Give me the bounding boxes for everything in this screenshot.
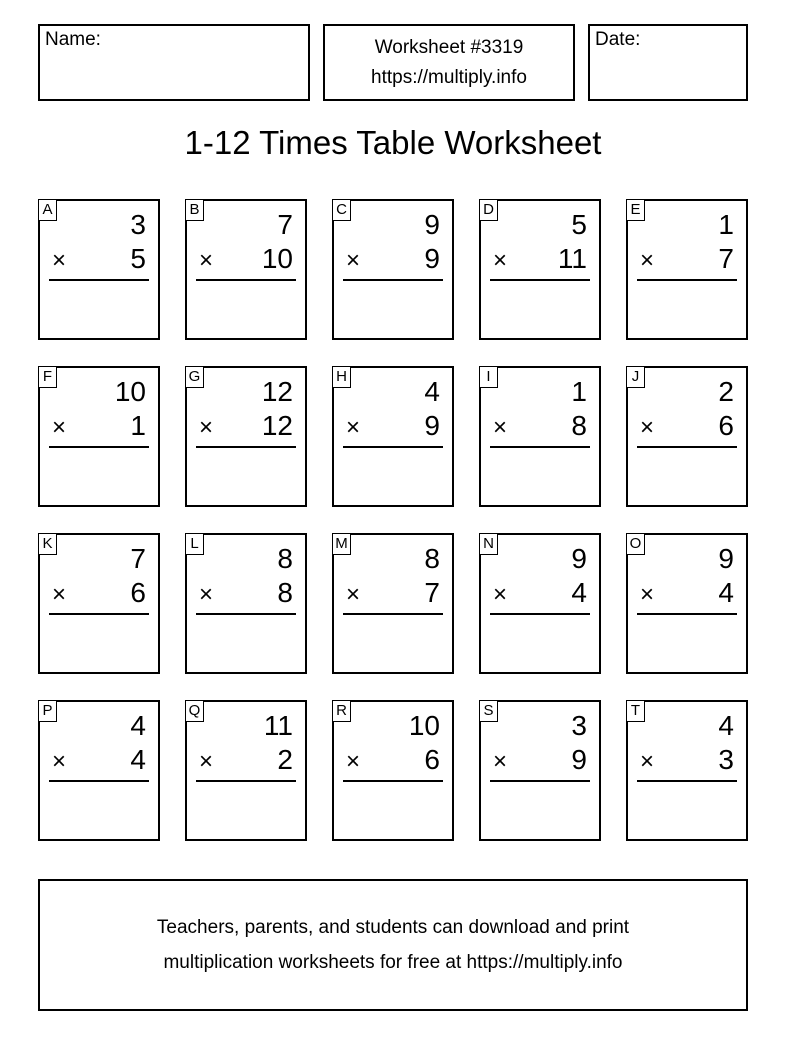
- answer-line: [343, 446, 443, 448]
- problem-bottom-number: 7: [718, 243, 734, 274]
- problem-card[interactable]: [626, 700, 748, 841]
- problem-card[interactable]: [38, 533, 160, 674]
- problem-top-number: 11: [263, 710, 293, 741]
- problem-card[interactable]: [479, 199, 601, 340]
- problem-bottom-number: 3: [718, 744, 734, 775]
- times-sign: ×: [640, 581, 655, 608]
- problem-bottom-number: 10: [261, 243, 293, 274]
- problem-card[interactable]: [38, 366, 160, 507]
- problem-card[interactable]: [38, 199, 160, 340]
- problem-bottom-number: 8: [277, 577, 293, 608]
- problem-bottom-number: 11: [557, 243, 587, 274]
- problem-bottom-number: 9: [571, 744, 587, 775]
- problem-card[interactable]: [479, 700, 601, 841]
- problem-bottom-number: 5: [130, 243, 146, 274]
- problem-top-number: 7: [277, 209, 293, 240]
- problem-bottom-number: 9: [424, 243, 440, 274]
- problem-top-number: 8: [277, 543, 293, 574]
- times-sign: ×: [199, 414, 214, 441]
- problem-bottom-number: 8: [571, 410, 587, 441]
- footer-line-2: multiplication worksheets for free at https://multiply.info: [163, 952, 623, 973]
- problem-bottom-number: 6: [718, 410, 734, 441]
- answer-line: [49, 613, 149, 615]
- problem-letter: S: [479, 700, 498, 722]
- times-sign: ×: [346, 247, 361, 274]
- problem-top-number: 12: [261, 376, 293, 407]
- problem-top-number: 9: [424, 209, 440, 240]
- answer-line: [490, 279, 590, 281]
- problem-card[interactable]: [38, 700, 160, 841]
- problem-card[interactable]: [626, 199, 748, 340]
- problem-card[interactable]: [332, 366, 454, 507]
- answer-line: [196, 279, 296, 281]
- problem-letter: F: [38, 366, 57, 388]
- times-sign: ×: [640, 247, 655, 274]
- worksheet-url: https://multiply.info: [371, 66, 527, 88]
- page-title: 1-12 Times Table Worksheet: [184, 124, 602, 161]
- answer-line: [637, 279, 737, 281]
- answer-line: [49, 446, 149, 448]
- problem-bottom-number: 4: [718, 577, 734, 608]
- times-sign: ×: [493, 247, 508, 274]
- problem-card[interactable]: [185, 700, 307, 841]
- problem-letter: H: [332, 366, 351, 388]
- problem-letter: J: [626, 366, 645, 388]
- problem-letter: G: [185, 366, 204, 388]
- problem-card[interactable]: [185, 199, 307, 340]
- problem-card[interactable]: [332, 199, 454, 340]
- problem-letter: T: [626, 700, 645, 722]
- date-label: Date:: [595, 29, 641, 50]
- problem-letter: Q: [185, 700, 204, 722]
- problem-card[interactable]: [332, 700, 454, 841]
- problem-top-number: 7: [130, 543, 146, 574]
- worksheet-number: Worksheet #3319: [374, 36, 524, 58]
- problem-letter: N: [479, 533, 498, 555]
- problem-top-number: 10: [408, 710, 440, 741]
- problem-top-number: 4: [130, 710, 146, 741]
- name-box[interactable]: [38, 24, 310, 101]
- answer-line: [637, 446, 737, 448]
- times-sign: ×: [199, 748, 214, 775]
- problem-bottom-number: 4: [571, 577, 587, 608]
- answer-line: [343, 780, 443, 782]
- problem-letter: A: [38, 199, 57, 221]
- times-sign: ×: [199, 247, 214, 274]
- problem-letter: P: [38, 700, 57, 722]
- answer-line: [49, 780, 149, 782]
- answer-line: [196, 780, 296, 782]
- problem-top-number: 8: [424, 543, 440, 574]
- times-sign: ×: [493, 748, 508, 775]
- problem-letter: D: [479, 199, 498, 221]
- problem-top-number: 1: [571, 376, 587, 407]
- answer-line: [637, 613, 737, 615]
- problem-top-number: 4: [424, 376, 440, 407]
- times-sign: ×: [52, 748, 67, 775]
- footer-line-1: Teachers, parents, and students can download and print: [156, 917, 630, 938]
- answer-line: [637, 780, 737, 782]
- date-box[interactable]: [588, 24, 748, 101]
- problem-letter: K: [38, 533, 57, 555]
- answer-line: [343, 613, 443, 615]
- times-sign: ×: [346, 414, 361, 441]
- problem-bottom-number: 7: [424, 577, 440, 608]
- times-sign: ×: [640, 748, 655, 775]
- times-sign: ×: [640, 414, 655, 441]
- problem-top-number: 3: [571, 710, 587, 741]
- worksheet-info-box: [323, 24, 575, 101]
- problem-letter: L: [185, 533, 204, 555]
- problem-card[interactable]: [479, 366, 601, 507]
- problem-top-number: 5: [571, 209, 587, 240]
- answer-line: [490, 780, 590, 782]
- answer-line: [196, 613, 296, 615]
- times-sign: ×: [493, 414, 508, 441]
- problem-top-number: 10: [114, 376, 146, 407]
- problem-top-number: 9: [571, 543, 587, 574]
- problem-top-number: 9: [718, 543, 734, 574]
- problem-card[interactable]: [479, 533, 601, 674]
- answer-line: [196, 446, 296, 448]
- problem-letter: C: [332, 199, 351, 221]
- problem-card[interactable]: [626, 366, 748, 507]
- times-sign: ×: [346, 748, 361, 775]
- problem-letter: M: [332, 533, 351, 555]
- answer-line: [490, 446, 590, 448]
- problem-letter: I: [479, 366, 498, 388]
- problem-bottom-number: 9: [424, 410, 440, 441]
- problem-card[interactable]: [185, 533, 307, 674]
- times-sign: ×: [199, 581, 214, 608]
- problem-letter: E: [626, 199, 645, 221]
- problem-top-number: 1: [718, 209, 734, 240]
- problem-letter: O: [626, 533, 645, 555]
- problem-card[interactable]: [626, 533, 748, 674]
- problem-top-number: 4: [718, 710, 734, 741]
- footer-box: [38, 879, 748, 1011]
- problem-bottom-number: 2: [277, 744, 293, 775]
- times-sign: ×: [52, 247, 67, 274]
- times-sign: ×: [493, 581, 508, 608]
- problem-card[interactable]: [185, 366, 307, 507]
- times-sign: ×: [52, 581, 67, 608]
- answer-line: [490, 613, 590, 615]
- problem-letter: B: [185, 199, 204, 221]
- answer-line: [343, 279, 443, 281]
- name-label: Name:: [45, 29, 101, 50]
- problem-top-number: 3: [130, 209, 146, 240]
- problem-card[interactable]: [332, 533, 454, 674]
- problem-bottom-number: 1: [130, 410, 146, 441]
- problem-letter: R: [332, 700, 351, 722]
- problem-top-number: 2: [718, 376, 734, 407]
- times-sign: ×: [346, 581, 361, 608]
- problem-bottom-number: 4: [130, 744, 146, 775]
- answer-line: [49, 279, 149, 281]
- problem-bottom-number: 12: [261, 410, 293, 441]
- problem-bottom-number: 6: [130, 577, 146, 608]
- problem-bottom-number: 6: [424, 744, 440, 775]
- times-sign: ×: [52, 414, 67, 441]
